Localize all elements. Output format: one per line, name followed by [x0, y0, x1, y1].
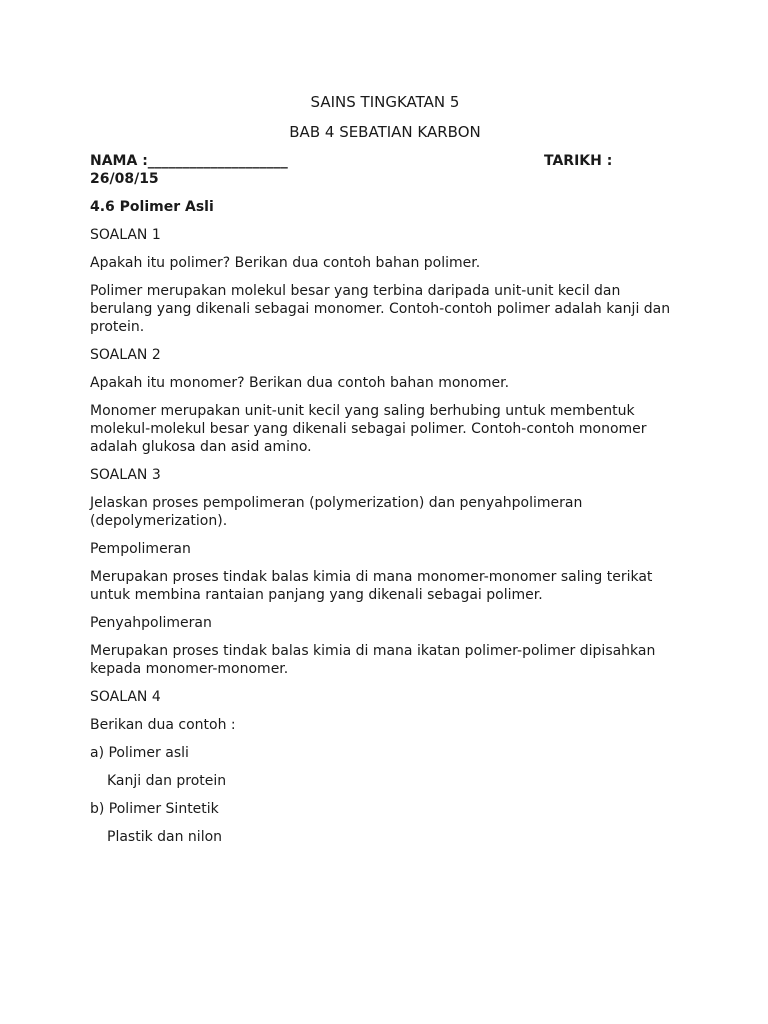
subheading-pempolimeran: Pempolimeran [90, 541, 191, 557]
document-page [90, 92, 680, 846]
subheading-penyahpolimeran: Penyahpolimeran [90, 615, 212, 631]
answer-line: Polimer merupakan molekul besar yang terbina daripada unit-unit kecil dan [90, 283, 621, 299]
date-label: TARIKH : [544, 153, 613, 169]
item-a-label: a) Polimer asli [90, 745, 189, 761]
section-heading: 4.6 Polimer Asli [90, 199, 214, 215]
answer-line: kepada monomer-monomer. [90, 661, 289, 677]
answer-line: Merupakan proses tindak balas kimia di mana ikatan polimer-polimer dipisahkan [90, 643, 656, 659]
question-1-label: SOALAN 1 [90, 227, 161, 243]
document-title: SAINS TINGKATAN 5 [310, 93, 460, 111]
question-2-answer [90, 402, 680, 456]
name-field-label: NAMA :____________________ [90, 153, 288, 169]
question-3-text [90, 494, 680, 530]
answer-line: adalah glukosa dan asid amino. [90, 439, 312, 455]
question-2-label: SOALAN 2 [90, 347, 161, 363]
question-line: Jelaskan proses pempolimeran (polymerization) dan penyahpolimeran [90, 495, 583, 511]
question-line: (depolymerization). [90, 513, 228, 529]
question-3-label: SOALAN 3 [90, 467, 161, 483]
answer-line: untuk membina rantaian panjang yang dikenali sebagai polimer. [90, 587, 543, 603]
question-2-text: Apakah itu monomer? Berikan dua contoh bahan monomer. [90, 375, 510, 391]
answer-pempolimeran [90, 568, 680, 604]
answer-line: berulang yang dikenali sebagai monomer. Contoh-contoh polimer adalah kanji dan [90, 301, 671, 317]
name-date-line [90, 152, 680, 188]
answer-line: protein. [90, 319, 145, 335]
item-a-answer: Kanji dan protein [107, 773, 227, 789]
answer-line: molekul-molekul besar yang dikenali sebagai polimer. Contoh-contoh monomer [90, 421, 647, 437]
answer-penyahpolimeran [90, 642, 680, 678]
item-b-answer: Plastik dan nilon [107, 829, 223, 845]
question-4-label: SOALAN 4 [90, 689, 161, 705]
item-b-label: b) Polimer Sintetik [90, 801, 219, 817]
answer-line: Merupakan proses tindak balas kimia di mana monomer-monomer saling terikat [90, 569, 653, 585]
question-1-text: Apakah itu polimer? Berikan dua contoh bahan polimer. [90, 255, 481, 271]
question-1-answer [90, 282, 680, 336]
question-4-text: Berikan dua contoh : [90, 717, 236, 733]
answer-line: Monomer merupakan unit-unit kecil yang saling berhubing untuk membentuk [90, 403, 635, 419]
date-value: 26/08/15 [90, 171, 159, 187]
chapter-title: BAB 4 SEBATIAN KARBON [289, 123, 481, 141]
